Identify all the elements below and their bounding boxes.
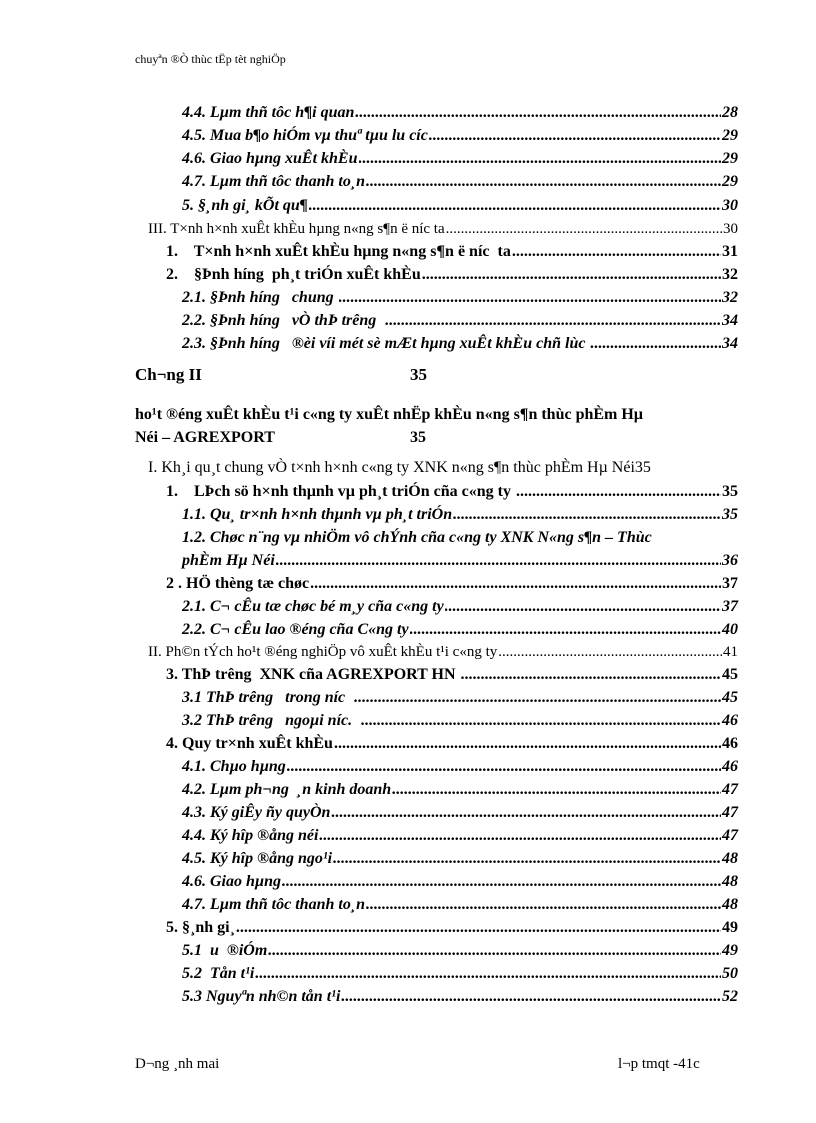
toc-entry[interactable]	[182, 288, 738, 308]
toc-entry-label: 4.3. Ký giÊy ñy quyÒn	[182, 804, 331, 821]
toc-entry[interactable]	[182, 711, 738, 731]
chapter-title-page: 35	[410, 429, 426, 446]
leader-dots	[385, 311, 721, 331]
toc-entry-label: 5.2 Tån t¹i	[182, 965, 255, 982]
toc-entry-label: 4.4. Ký hîp ®ång néi	[182, 827, 319, 844]
toc-entry-label: 4.5. Mua b¶o hiÓm vµ thuª tµu lu cíc	[182, 127, 428, 144]
leader-dots	[366, 172, 721, 192]
leader-dots	[359, 149, 722, 169]
toc-entry[interactable]	[182, 311, 738, 331]
toc-entry-page: 46	[722, 758, 738, 775]
toc-entry-label: 2. §Þnh híng ph¸t triÓn xuÊt khÈu	[166, 266, 421, 283]
toc-entry[interactable]	[166, 665, 738, 685]
chapter-page: 35	[410, 365, 427, 384]
toc-entry[interactable]	[166, 265, 738, 285]
toc-entry-page: 31	[722, 243, 738, 260]
toc-entry-page: 46	[722, 735, 738, 752]
toc-entry-page: 34	[722, 312, 738, 329]
leader-dots	[446, 219, 722, 239]
leader-dots	[309, 196, 721, 216]
toc-entry[interactable]	[182, 987, 738, 1007]
toc-entry[interactable]	[182, 126, 738, 146]
leader-dots	[333, 849, 721, 869]
toc-entry-page: 47	[722, 781, 738, 798]
toc-entry[interactable]	[182, 849, 738, 869]
leader-dots	[355, 103, 721, 123]
leader-dots	[392, 780, 721, 800]
toc-entry-label: 4.5. Ký hîp ®ång ngo¹i	[182, 850, 333, 867]
toc-entry-page: 29	[722, 127, 738, 144]
toc-entry-page: 40	[722, 621, 738, 638]
toc-entry[interactable]	[182, 826, 738, 846]
toc-entry-page: 30	[723, 221, 738, 237]
toc-entry-page: 32	[722, 289, 738, 306]
leader-dots	[236, 918, 721, 938]
leader-dots	[354, 688, 721, 708]
toc-entry-page: 36	[722, 552, 738, 569]
toc-entry-label: 4. Quy tr×nh xuÊt khÈu	[166, 735, 333, 752]
leader-dots	[366, 895, 721, 915]
toc-entry-label: III. T×nh h×nh xuÊt khÈu hµng n«ng s¶n ë níc ta	[148, 221, 445, 237]
toc-entry[interactable]	[182, 964, 738, 984]
toc-entry-page: 34	[722, 335, 738, 352]
leader-dots	[282, 872, 721, 892]
toc-entry[interactable]	[182, 757, 738, 777]
toc-entry-label: 3. ThÞ trêng XNK cña AGREXPORT HN	[166, 666, 460, 683]
leader-dots	[255, 964, 721, 984]
leader-dots	[276, 551, 721, 571]
toc-entry-page: 28	[722, 104, 738, 121]
toc-entry[interactable]	[182, 334, 738, 354]
toc-entry-page: 45	[722, 666, 738, 683]
toc-entry-label: 5.1 u ®iÓm	[182, 942, 268, 959]
toc-entry-label: 4.1. Chµo hµng	[182, 758, 286, 775]
toc-entry[interactable]	[182, 941, 738, 961]
toc-entry-page: 49	[722, 919, 738, 936]
toc-entry-page: 35	[722, 483, 738, 500]
toc-entry[interactable]	[148, 219, 738, 239]
toc-entry-page: 35	[634, 459, 651, 476]
toc-entry-label: 4.7. Lµm thñ tôc thanh to¸n	[182, 173, 366, 190]
toc-entry-label: 2.1. §Þnh híng chung	[182, 289, 338, 306]
toc-entry[interactable]	[166, 734, 738, 754]
toc-entry-label: 5. §¸nh gi¸ kÕt qu¶	[182, 197, 308, 214]
chapter-title-line2: Néi – AGREXPORT	[135, 429, 275, 446]
toc-entry-label: 4.6. Giao hµng xuÊt khÈu	[182, 150, 358, 167]
leader-dots	[429, 126, 721, 146]
toc-entry[interactable]	[148, 642, 738, 662]
toc-entry[interactable]	[166, 918, 738, 938]
toc-entry-label: 4.6. Giao hµng	[182, 873, 282, 890]
leader-dots	[516, 482, 721, 502]
toc-entry[interactable]	[182, 505, 738, 525]
chapter-title-line1: ho¹t ®éng xuÊt khÈu t¹i c«ng ty xuÊt nhËp khÈu n«ng s¶n thùc phÈm Hµ	[135, 406, 644, 423]
toc-entry[interactable]	[182, 103, 738, 123]
leader-dots	[287, 757, 721, 777]
toc-entry-label: 2.2. C¬ cÊu lao ®éng cña C«ng ty	[182, 621, 409, 638]
toc-entry-label: 4.7. Lµm thñ tôc thanh to¸n	[182, 896, 366, 913]
leader-dots	[422, 265, 721, 285]
toc-entry-label: I. Kh¸i qu¸t chung vÒ t×nh h×nh c«ng ty XNK n«ng s¶n thùc phÈm Hµ Néi	[148, 459, 635, 476]
leader-dots	[498, 642, 722, 662]
toc-entry[interactable]	[182, 780, 738, 800]
toc-entry-label: 3.1 ThÞ trêng trong níc	[182, 689, 354, 706]
chapter-number: Ch¬ng II	[135, 365, 202, 384]
toc-entry[interactable]	[166, 574, 738, 594]
toc-entry-label: 1.2. Chøc n¨ng vµ nhiÖm vô chÝnh cña c«ng ty XNK N«ng s¶n – Thùc	[182, 529, 652, 546]
leader-dots	[461, 665, 721, 685]
toc-entry-label: 1.1. Qu¸ tr×nh h×nh thµnh vµ ph¸t triÓn	[182, 506, 453, 523]
toc-entry[interactable]	[166, 482, 738, 502]
toc-entry-page: 37	[722, 598, 738, 615]
footer-author: D¬ng ¸nh mai	[135, 1056, 220, 1072]
toc-entry-label: 3.2 ThÞ trêng ngoµi níc.	[182, 712, 361, 729]
toc-entry-page: 45	[722, 689, 738, 706]
footer-class: l¬p tmqt -41c	[618, 1056, 700, 1072]
toc-entry[interactable]	[182, 528, 738, 548]
leader-dots	[590, 334, 721, 354]
toc-entry-page: 46	[722, 712, 738, 729]
toc-entry-page: 48	[722, 873, 738, 890]
leader-dots	[331, 803, 721, 823]
toc-entry[interactable]	[182, 196, 738, 216]
toc-entry-page: 48	[722, 896, 738, 913]
toc-entry-page: 49	[722, 942, 738, 959]
leader-dots	[453, 505, 721, 525]
page-header: chuyªn ®Ò thùc tËp tèt nghiÖp	[135, 52, 286, 66]
toc-entry-label: 5.3 Nguyªn nh©n tån t¹i	[182, 988, 341, 1005]
toc-entry-label: 2 . HÖ thèng tæ chøc	[166, 575, 310, 592]
toc-entry-label: 1. T×nh h×nh xuÊt khÈu hµng n«ng s¶n ë níc ta	[166, 243, 511, 260]
toc-entry-label: 4.4. Lµm thñ tôc h¶i quan	[182, 104, 355, 121]
chapter-label	[135, 365, 202, 385]
leader-dots	[445, 597, 721, 617]
toc-entry-label: 2.2. §Þnh híng vÒ thÞ trêng	[182, 312, 385, 329]
toc-entry-page: 37	[722, 575, 738, 592]
toc-entry[interactable]	[182, 149, 738, 169]
toc-entry-label: 4.2. Lµm ph¬ng ¸n kinh doanh	[182, 781, 392, 798]
toc-entry-page: 35	[722, 506, 738, 523]
leader-dots	[361, 711, 721, 731]
toc-entry-page: 50	[722, 965, 738, 982]
toc-entry-page: 48	[722, 850, 738, 867]
toc-entry[interactable]	[182, 895, 738, 915]
toc-entry[interactable]	[148, 458, 738, 478]
leader-dots	[310, 574, 721, 594]
toc-entry-label: 1. LÞch sö h×nh thµnh vµ ph¸t triÓn cña c«ng ty	[166, 483, 515, 500]
toc-entry-page: 29	[722, 173, 738, 190]
toc-entry-page: 47	[722, 804, 738, 821]
leader-dots	[410, 620, 721, 640]
toc-entry-label: phÈm Hµ Néi	[182, 552, 275, 569]
toc-entry-page: 47	[722, 827, 738, 844]
toc-entry-label: 2.3. §Þnh híng ®èi víi mét sè mÆt hµng xuÊt khÈu chñ lùc	[182, 335, 590, 352]
leader-dots	[334, 734, 721, 754]
toc-entry-page: 41	[723, 644, 738, 660]
leader-dots	[341, 987, 721, 1007]
toc-entry[interactable]	[166, 242, 738, 262]
toc-entry[interactable]	[182, 551, 738, 571]
toc-entry-page: 30	[722, 197, 738, 214]
toc-entry-label: 2.1. C¬ cÊu tæ chøc bé m¸y cña c«ng ty	[182, 598, 444, 615]
toc-entry-page: 32	[722, 266, 738, 283]
leader-dots	[339, 288, 721, 308]
toc-entry[interactable]	[182, 872, 738, 892]
leader-dots	[512, 242, 721, 262]
toc-entry-label: 5. §¸nh gi¸	[166, 919, 235, 936]
toc-entry-label: II. Ph©n tÝch ho¹t ®éng nghiÖp vô xuÊt khÈu t¹i c«ng ty	[148, 644, 498, 660]
leader-dots	[268, 941, 721, 961]
toc-entry-page: 52	[722, 988, 738, 1005]
toc-entry[interactable]	[182, 172, 738, 192]
toc-entry[interactable]	[182, 597, 738, 617]
toc-entry[interactable]	[182, 620, 738, 640]
toc-entry[interactable]	[182, 803, 738, 823]
toc-entry[interactable]	[182, 688, 738, 708]
leader-dots	[319, 826, 721, 846]
toc-entry-page: 29	[722, 150, 738, 167]
